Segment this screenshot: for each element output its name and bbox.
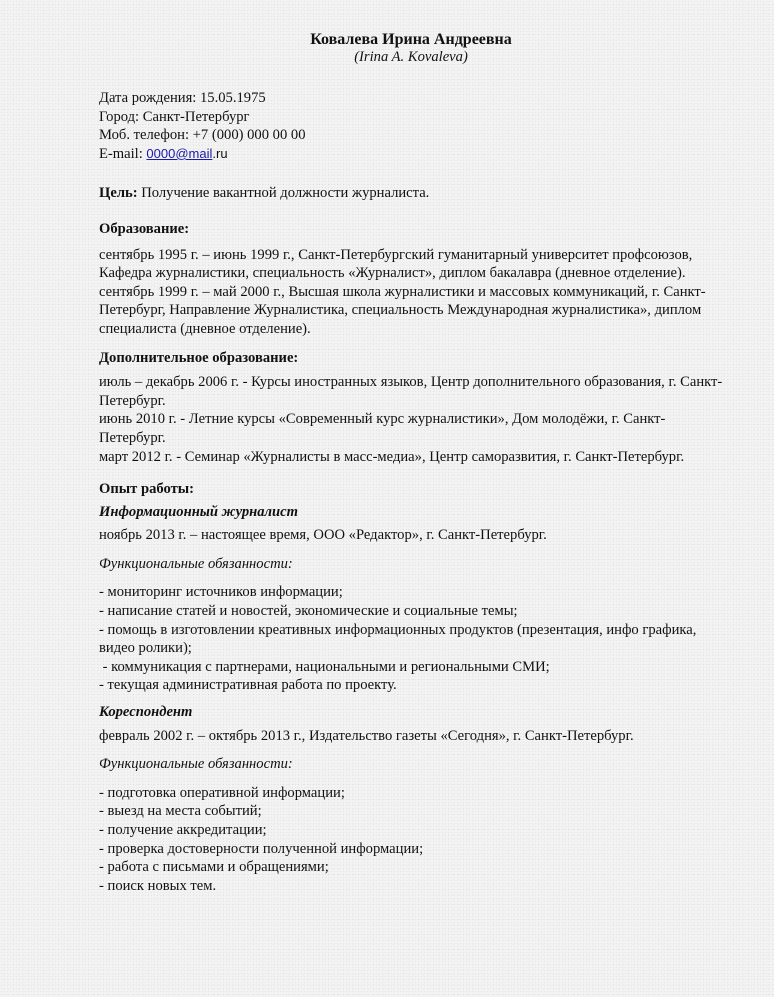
education-section — [99, 220, 729, 339]
email-link[interactable]: 0000@mail — [146, 145, 213, 161]
job-title: Кореспондент — [99, 704, 193, 721]
duty-item: - помощь в изготовлении креативных информационных продуктов (презентация, инфо графика, видео ролики); — [99, 621, 697, 657]
education-heading: Образование: — [99, 220, 190, 237]
goal-line — [99, 184, 729, 203]
job-period: февраль 2002 г. – октябрь 2013 г., Издательство газеты «Сегодня», г. Санкт-Петербург. — [99, 727, 634, 744]
job-entry — [99, 703, 729, 895]
experience-section — [99, 480, 729, 895]
additional-education-item: июнь 2010 г. - Летние курсы «Современный курс журналистики», Дом молодёжи, г. Санкт-Петербург. — [99, 411, 666, 446]
duty-item: - работа с письмами и обращениями; — [99, 859, 329, 876]
email-domain: .ru — [212, 145, 228, 161]
duties-list — [99, 784, 729, 896]
additional-education-section — [99, 349, 729, 467]
duty-item: - текущая административная работа по проекту. — [99, 677, 397, 694]
duty-item: - коммуникация с партнерами, национальными и региональными СМИ; — [99, 658, 550, 675]
education-item: сентябрь 1995 г. – июнь 1999 г., Санкт-Петербургский гуманитарный университет профсоюзов, Кафедра журналистики, специальность «Журналист», диплом бакалавра (дневное отделение). — [99, 246, 693, 282]
resume-content — [99, 30, 729, 895]
job-period: ноябрь 2013 г. – настоящее время, ООО «Редактор», г. Санкт-Петербург. — [99, 527, 547, 544]
duty-item: - проверка достоверности полученной информации; — [99, 840, 424, 857]
phone: Моб. телефон: +7 (000) 000 00 00 — [99, 127, 306, 144]
additional-education-heading: Дополнительное образование: — [99, 349, 299, 366]
education-item: сентябрь 1999 г. – май 2000 г., Высшая школа журналистики и массовых коммуникаций, г. Санкт-Петербург, Направление Журналистика, специальность Международная журналистика», диплом специалиста (дневное отделение). — [99, 283, 706, 337]
email-label: E-mail: — [99, 145, 147, 162]
duty-item: - поиск новых тем. — [99, 877, 217, 894]
candidate-name: Ковалева Ирина Андреевна — [310, 31, 512, 48]
candidate-name-latin: (Irina A. Kovaleva) — [354, 49, 468, 65]
goal-text: Получение вакантной должности журналиста. — [137, 185, 430, 202]
additional-education-item: март 2012 г. - Семинар «Журналисты в масс-медиа», Центр саморазвития, г. Санкт-Петербург. — [99, 448, 685, 465]
city: Город: Санкт-Петербург — [99, 108, 250, 125]
duty-item: - подготовка оперативной информации; — [99, 784, 345, 801]
duty-item: - выезд на места событий; — [99, 803, 262, 820]
additional-education-item: июль – декабрь 2006 г. - Курсы иностранных языков, Центр дополнительного образования, г. Санкт-Петербург. — [99, 374, 723, 409]
duties-label: Функциональные обязанности: — [99, 756, 293, 773]
duties-list — [99, 583, 729, 695]
birth-date: Дата рождения: 15.05.1975 — [99, 90, 266, 106]
job-entry — [99, 503, 729, 695]
duty-item: - написание статей и новостей, экономические и социальные темы; — [99, 603, 518, 620]
contacts-block — [99, 89, 729, 163]
job-title: Информационный журналист — [99, 503, 298, 520]
duty-item: - мониторинг источников информации; — [99, 584, 343, 601]
email-line — [99, 145, 729, 164]
experience-heading: Опыт работы: — [99, 481, 195, 498]
duty-item: - получение аккредитации; — [99, 822, 267, 838]
duties-label: Функциональные обязанности: — [99, 555, 293, 572]
goal-label: Цель: — [99, 185, 138, 202]
